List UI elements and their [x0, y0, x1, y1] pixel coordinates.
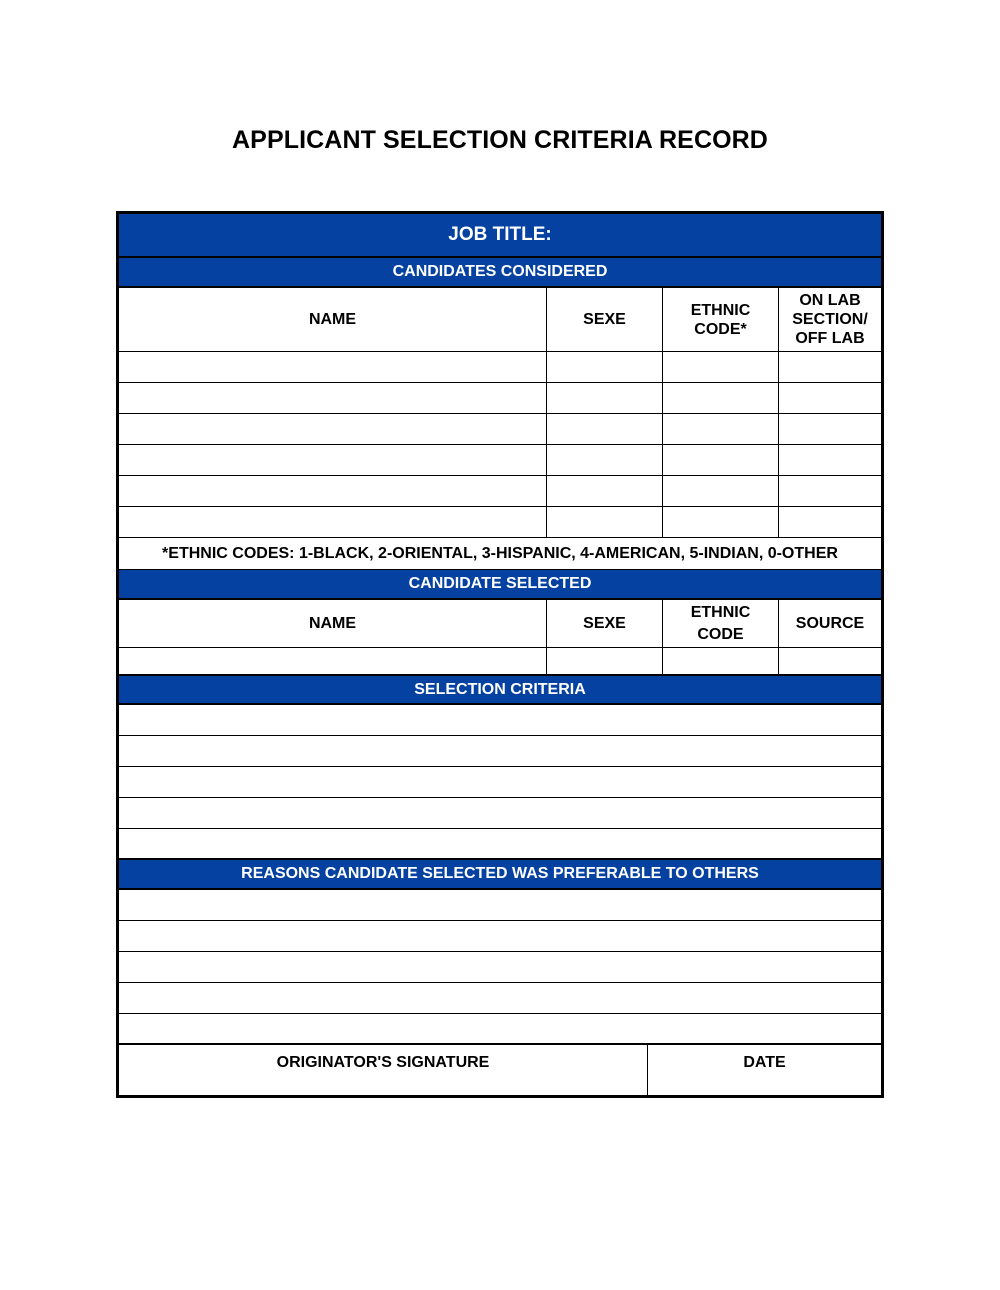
- considered-ethnic-code-cell[interactable]: [663, 476, 779, 507]
- selection-criteria-header: SELECTION CRITERIA: [119, 675, 881, 705]
- considered-ethnic-code-cell[interactable]: [663, 352, 779, 383]
- considered-name-cell[interactable]: [119, 476, 547, 507]
- column-header-lab-section: ON LAB SECTION/ OFF LAB: [779, 288, 881, 352]
- candidates-considered-header: CANDIDATES CONSIDERED: [119, 258, 881, 288]
- candidates-considered-rows: [119, 352, 881, 538]
- considered-extra-cell[interactable]: [779, 383, 881, 414]
- selection-criteria-line[interactable]: [119, 798, 881, 829]
- considered-name-cell[interactable]: [119, 352, 547, 383]
- considered-name-cell[interactable]: [119, 414, 547, 445]
- selection-criteria-line[interactable]: [119, 767, 881, 798]
- considered-sexe-cell[interactable]: [547, 507, 663, 538]
- considered-sexe-cell[interactable]: [547, 383, 663, 414]
- selection-criteria-line[interactable]: [119, 829, 881, 860]
- reasons-line[interactable]: [119, 1014, 881, 1045]
- considered-name-cell[interactable]: [119, 383, 547, 414]
- ethnic-codes-note: *ETHNIC CODES: 1-BLACK, 2-ORIENTAL, 3-HISPANIC, 4-AMERICAN, 5-INDIAN, 0-OTHER: [119, 538, 881, 570]
- selected-column-header-name: NAME: [119, 600, 547, 648]
- selected-sexe-cell[interactable]: [547, 648, 663, 675]
- considered-sexe-cell[interactable]: [547, 352, 663, 383]
- selected-name-cell[interactable]: [119, 648, 547, 675]
- candidate-selected-header: CANDIDATE SELECTED: [119, 570, 881, 600]
- selection-criteria-line[interactable]: [119, 705, 881, 736]
- selected-extra-cell[interactable]: [779, 648, 881, 675]
- reasons-lines: [119, 890, 881, 1045]
- reasons-header: REASONS CANDIDATE SELECTED WAS PREFERABLE TO OTHERS: [119, 860, 881, 890]
- considered-ethnic-code-cell[interactable]: [663, 414, 779, 445]
- column-header-ethnic-code: ETHNIC CODE*: [663, 288, 779, 352]
- signature-row: [119, 1045, 881, 1095]
- selected-column-header-ethnic-code: ETHNIC CODE: [663, 600, 779, 648]
- candidates-considered-table: [119, 288, 881, 352]
- considered-ethnic-code-cell[interactable]: [663, 383, 779, 414]
- page-title: APPLICANT SELECTION CRITERIA RECORD: [232, 126, 768, 154]
- reasons-line[interactable]: [119, 921, 881, 952]
- selected-column-header-sexe: SEXE: [547, 600, 663, 648]
- considered-sexe-cell[interactable]: [547, 476, 663, 507]
- selected-column-header-source: SOURCE: [779, 600, 881, 648]
- selected-ethnic-code-cell[interactable]: [663, 648, 779, 675]
- candidate-selected-table: [119, 600, 881, 648]
- reasons-line[interactable]: [119, 890, 881, 921]
- considered-extra-cell[interactable]: [779, 476, 881, 507]
- date-field[interactable]: DATE: [743, 1054, 786, 1071]
- considered-name-cell[interactable]: [119, 445, 547, 476]
- considered-sexe-cell[interactable]: [547, 414, 663, 445]
- column-header-name: NAME: [119, 288, 547, 352]
- considered-extra-cell[interactable]: [779, 414, 881, 445]
- considered-ethnic-code-cell[interactable]: [663, 445, 779, 476]
- selection-criteria-lines: [119, 705, 881, 860]
- column-header-sexe: SEXE: [547, 288, 663, 352]
- considered-extra-cell[interactable]: [779, 445, 881, 476]
- reasons-line[interactable]: [119, 983, 881, 1014]
- considered-extra-cell[interactable]: [779, 352, 881, 383]
- selection-record-form: [116, 211, 884, 1098]
- considered-name-cell[interactable]: [119, 507, 547, 538]
- selection-criteria-line[interactable]: [119, 736, 881, 767]
- considered-sexe-cell[interactable]: [547, 445, 663, 476]
- considered-ethnic-code-cell[interactable]: [663, 507, 779, 538]
- job-title-bar[interactable]: JOB TITLE:: [119, 214, 881, 258]
- reasons-line[interactable]: [119, 952, 881, 983]
- candidate-selected-rows: [119, 648, 881, 675]
- originator-signature-field[interactable]: ORIGINATOR'S SIGNATURE: [119, 1045, 648, 1095]
- considered-extra-cell[interactable]: [779, 507, 881, 538]
